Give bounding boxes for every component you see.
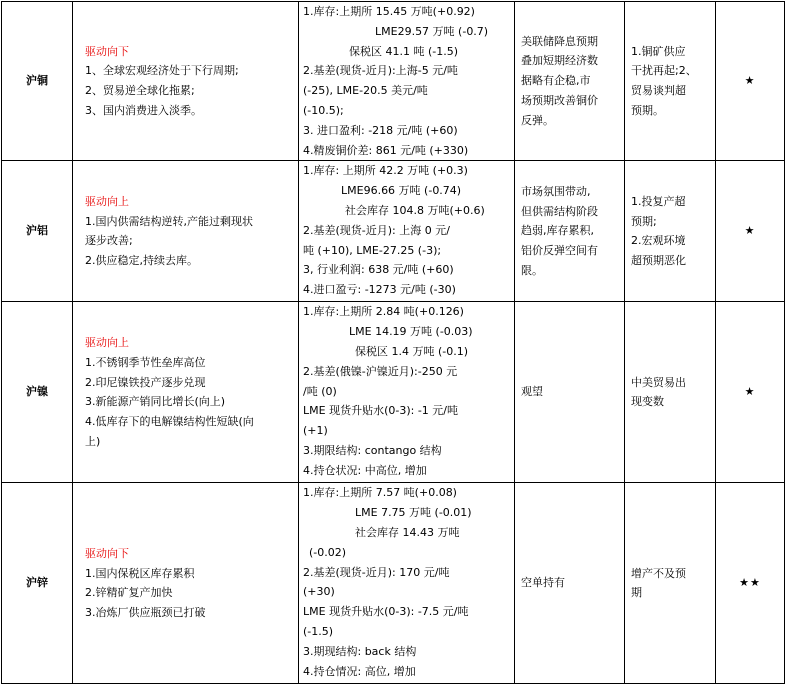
risk-cell [625,2,716,161]
commodity-name: 沪锌 [2,483,73,684]
view-line: 铝价反弹空间有 [521,244,598,258]
commodity-name: 沪铝 [2,161,73,302]
view-line: 但供需结构阶段 [521,204,598,218]
data-line: 3.期限结构: contango 结构 [303,443,442,457]
risk-line: 中美贸易出 [631,375,686,389]
view-cell [515,161,625,302]
driver-item: 上) [85,434,101,448]
rating-stars: ★ [716,302,785,483]
data-line: 3.期现结构: back 结构 [303,644,417,658]
view-line: 美联储降息预期 [521,34,598,48]
driver-cell [73,161,299,302]
table-row [2,161,785,302]
data-cell [299,2,515,161]
data-line: LME 7.75 万吨 (-0.01) [355,506,472,520]
view-cell [515,483,625,684]
driver-item: 2、贸易逆全球化拖累; [85,84,195,98]
data-line: 2.基差(俄镍-沪镍近月):-250 元 [303,364,458,378]
driver-title: 驱动向上 [85,194,129,208]
data-line: 2.基差(现货-近月): 170 元/吨 [303,565,450,579]
risk-cell [625,483,716,684]
risk-line: 增产不及预 [631,566,686,580]
data-line: LME 现货升贴水(0-3): -7.5 元/吨 [303,605,469,619]
data-line: 2.基差(现货-近月):上海-5 元/吨 [303,64,458,78]
data-line: 4.持仓情况: 高位, 增加 [303,664,416,678]
data-line: 2.基差(现货-近月): 上海 0 元/ [303,223,450,237]
risk-cell [625,302,716,483]
rating-stars: ★ [716,2,785,161]
data-line: 社会库存 14.43 万吨 [355,525,460,539]
driver-item: 1、全球宏观经济处于下行周期; [85,64,239,78]
driver-item: 1.国内供需结构逆转,产能过剩现状 [85,214,253,228]
view-line: 限。 [521,264,543,278]
data-line: (-0.02) [309,545,347,559]
data-cell [299,483,515,684]
data-line: 3. 进口盈利: -218 元/吨 (+60) [303,123,458,137]
driver-item: 3、国内消费进入淡季。 [85,103,202,117]
data-line: 3, 行业利润: 638 元/吨 (+60) [303,263,454,277]
data-line: /吨 (0) [303,384,337,398]
data-line: (-10.5); [303,103,344,117]
data-cell [299,302,515,483]
driver-title: 驱动向下 [85,44,129,58]
data-line: 4.进口盈亏: -1273 元/吨 (-30) [303,283,456,297]
table-body [2,2,785,684]
data-line: LME96.66 万吨 (-0.74) [341,184,462,198]
data-line: 1.库存:上期所 15.45 万吨(+0.92) [303,5,475,18]
view-line: 市场氛围带动, [521,184,591,198]
view-line: 据略有企稳,市 [521,74,591,88]
data-line: 1.库存:上期所 2.84 吨(+0.126) [303,305,464,319]
data-line: 1.库存:上期所 7.57 吨(+0.08) [303,486,457,500]
risk-line: 1.铜矿供应 [631,44,686,58]
view-line: 场预期改善铜价 [521,94,598,108]
data-line: 保税区 1.4 万吨 (-0.1) [355,344,469,358]
data-line: 4.精废铜价差: 861 元/吨 (+330) [303,143,469,157]
driver-cell [73,2,299,161]
table-row [2,302,785,483]
view-line: 叠加短期经济数 [521,54,598,68]
data-line: 4.持仓状况: 中高位, 增加 [303,463,427,477]
data-line: 保税区 41.1 吨 (-1.5) [349,44,459,58]
risk-line: 1.投复产超 [631,194,686,208]
driver-item: 3.冶炼厂供应瓶颈已打破 [85,606,206,620]
view-cell [515,2,625,161]
risk-line: 期 [631,586,642,600]
commodity-name: 沪镍 [2,302,73,483]
view-line: 反弹。 [521,113,554,127]
driver-item: 2.印尼镍铁投产逐步兑现 [85,375,206,389]
table-row [2,483,785,684]
risk-line: 干扰再起;2、 [631,64,697,78]
driver-title: 驱动向上 [85,335,129,349]
risk-line: 2.宏观环境 [631,234,686,248]
data-line: (-25), LME-20.5 美元/吨 [303,84,428,98]
data-line: LME 现货升贴水(0-3): -1 元/吨 [303,404,458,418]
view-line: 观望 [521,385,543,399]
driver-item: 2.锌精矿复产加快 [85,586,173,600]
table-row [2,2,785,161]
risk-line: 贸易谈判超 [631,84,686,98]
view-line: 空单持有 [521,576,565,590]
driver-item: 1.国内保税区库存累积 [85,566,195,580]
data-line: (-1.5) [303,624,334,638]
risk-cell [625,161,716,302]
data-line: LME 14.19 万吨 (-0.03) [349,325,473,339]
risk-line: 预期; [631,214,657,228]
risk-line: 现变数 [631,395,664,409]
driver-cell [73,483,299,684]
data-line: (+30) [303,585,335,599]
driver-item: 1.不锈钢季节性垒库高位 [85,355,206,369]
metals-table [1,1,785,684]
driver-cell [73,302,299,483]
driver-item: 4.低库存下的电解镍结构性短缺(向 [85,415,254,429]
view-line: 趋弱,库存累积, [521,224,594,238]
risk-line: 超预期恶化 [631,254,686,268]
data-line: 社会库存 104.8 万吨(+0.6) [345,203,485,217]
rating-stars: ★★ [716,483,785,684]
rating-stars: ★ [716,161,785,302]
data-line: LME29.57 万吨 (-0.7) [375,24,489,38]
driver-item: 逐步改善; [85,234,133,248]
driver-title: 驱动向下 [85,546,129,560]
data-cell [299,161,515,302]
driver-item: 3.新能源产销同比增长(向上) [85,395,226,409]
data-line: (+1) [303,424,328,438]
driver-item: 2.供应稳定,持续去库。 [85,254,198,268]
risk-line: 预期。 [631,103,664,117]
data-line: 吨 (+10), LME-27.25 (-3); [303,243,442,257]
data-line: 1.库存: 上期所 42.2 万吨 (+0.3) [303,164,468,178]
view-cell [515,302,625,483]
commodity-name: 沪铜 [2,2,73,161]
